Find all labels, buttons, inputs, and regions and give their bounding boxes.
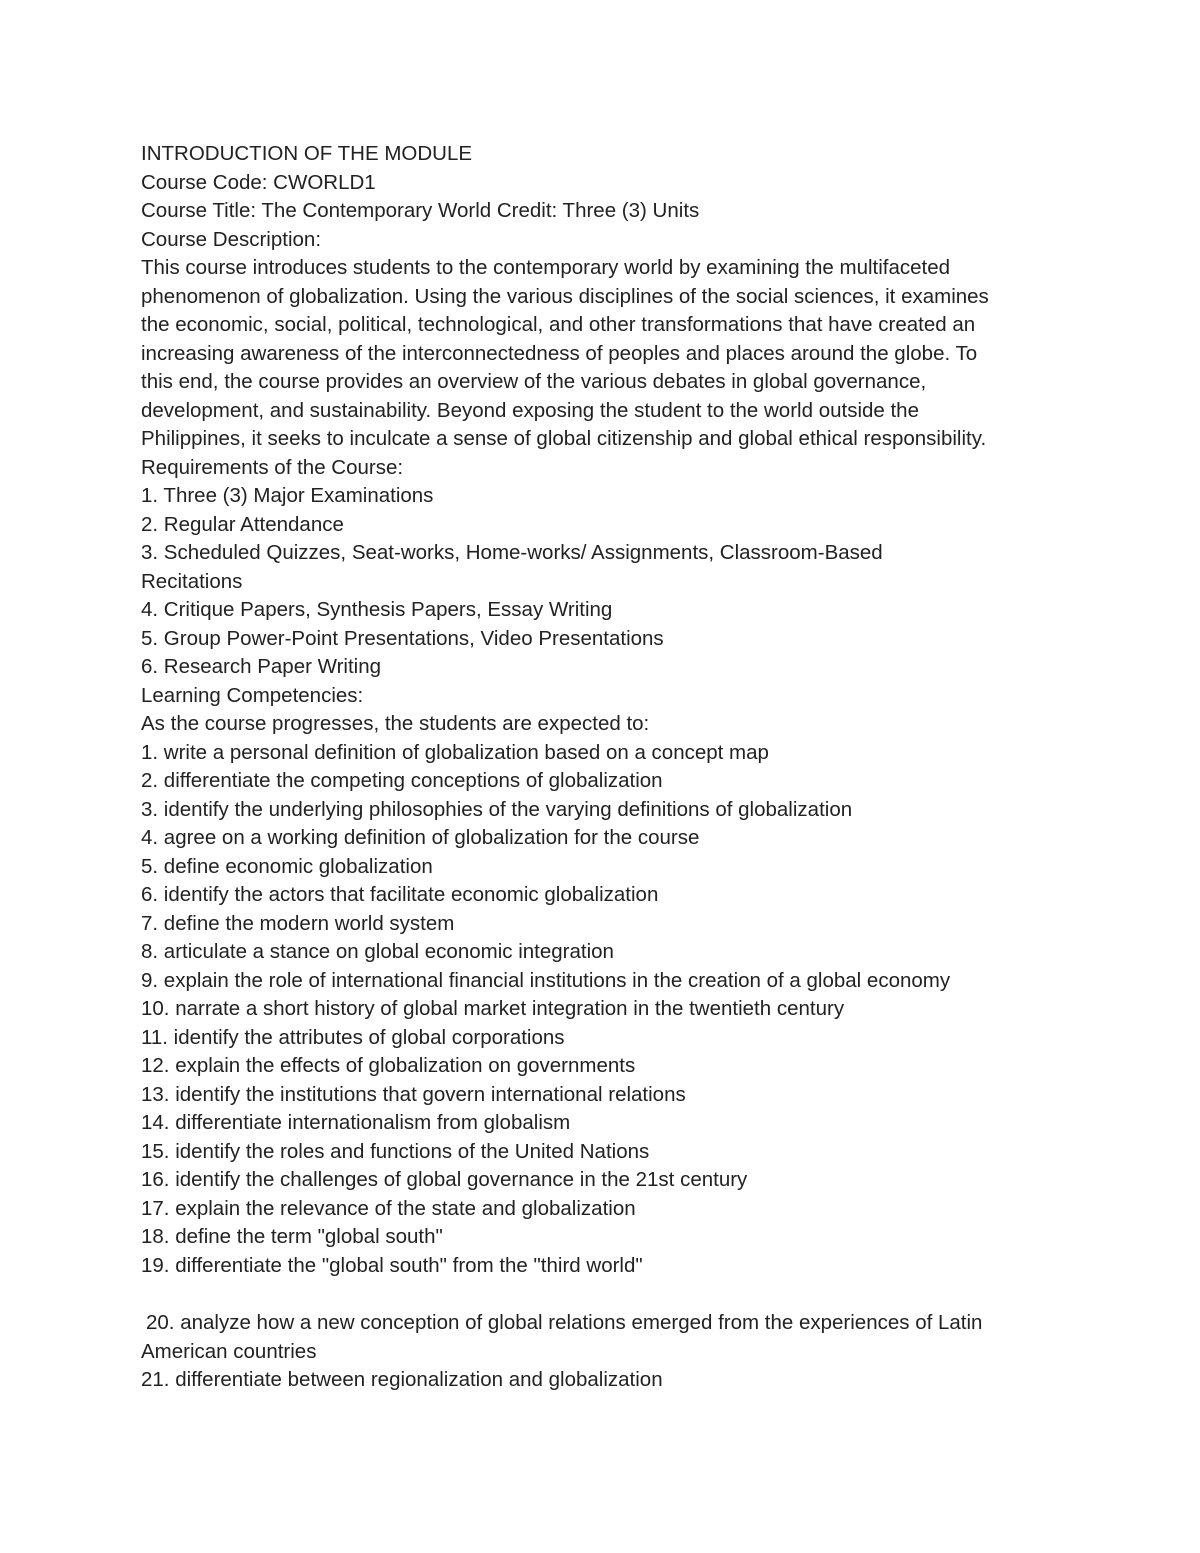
competency-item: 2. differentiate the competing conceptions of globalization (141, 769, 663, 792)
requirement-item: 2. Regular Attendance (141, 512, 344, 536)
document-body (141, 140, 1061, 1395)
competency-item: 14. differentiate internationalism from globalism (141, 1111, 571, 1134)
competency-item: 5. define economic globalization (141, 854, 433, 878)
description-line: this end, the course provides an overview of the various debates in global governance, (141, 370, 927, 393)
competency-item: 13. identify the institutions that govern international relations (141, 1082, 686, 1106)
description-line: development, and sustainability. Beyond exposing the student to the world outside the (141, 398, 919, 422)
requirements-label: Requirements of the Course: (141, 455, 404, 479)
requirement-item: 4. Critique Papers, Synthesis Papers, Essay Writing (141, 598, 613, 621)
competencies-intro: As the course progresses, the students are expected to: (141, 712, 650, 735)
competency-item: 21. differentiate between regionalization and globalization (141, 1368, 663, 1391)
description-line: the economic, social, political, technological, and other transformations that have created an (141, 313, 976, 336)
requirement-item: 3. Scheduled Quizzes, Seat-works, Home-works/ Assignments, Classroom-Based (141, 541, 883, 564)
competencies-list-continued (141, 1309, 1061, 1395)
requirement-item: 6. Research Paper Writing (141, 655, 382, 678)
description-line: increasing awareness of the interconnectedness of peoples and places around the globe. To (141, 341, 978, 365)
competency-item: 15. identify the roles and functions of the United Nations (141, 1139, 650, 1163)
description-line: Philippines, it seeks to inculcate a sense of global citizenship and global ethical responsibility. (141, 427, 987, 450)
description-line: This course introduces students to the contemporary world by examining the multifaceted (141, 256, 951, 279)
competency-item: 6. identify the actors that facilitate economic globalization (141, 883, 659, 906)
requirement-item: Recitations (141, 569, 243, 593)
requirement-item: 1. Three (3) Major Examinations (141, 484, 434, 507)
competencies-label: Learning Competencies: (141, 683, 364, 707)
description-line: phenomenon of globalization. Using the various disciplines of the social sciences, it examines (141, 284, 989, 308)
competency-item: 10. narrate a short history of global market integration in the twentieth century (141, 997, 845, 1020)
competency-item: 9. explain the role of international financial institutions in the creation of a global economy (141, 968, 951, 992)
competency-item: 3. identify the underlying philosophies of the varying definitions of globalization (141, 797, 853, 821)
competency-item: 20. analyze how a new conception of global relations emerged from the experiences of Latin (146, 1311, 983, 1334)
competency-item: 11. identify the attributes of global corporations (141, 1025, 565, 1049)
competency-item: 7. define the modern world system (141, 911, 455, 935)
competency-item: 17. explain the relevance of the state and globalization (141, 1196, 636, 1220)
competency-item: 12. explain the effects of globalization on governments (141, 1054, 636, 1077)
course-code: Course Code: CWORLD1 (141, 170, 376, 194)
module-heading: INTRODUCTION OF THE MODULE (141, 142, 473, 165)
competency-item: 19. differentiate the "global south" from the "third world" (141, 1253, 643, 1277)
competency-item: 8. articulate a stance on global economic integration (141, 940, 614, 963)
competency-item: 16. identify the challenges of global governance in the 21st century (141, 1168, 748, 1191)
competency-item: 18. define the term "global south" (141, 1225, 443, 1248)
competencies-list (141, 739, 1061, 1281)
competency-item: 4. agree on a working definition of globalization for the course (141, 826, 700, 849)
requirements-list (141, 482, 1061, 682)
competency-item: 1. write a personal definition of globalization based on a concept map (141, 740, 769, 764)
course-title: Course Title: The Contemporary World Credit: Three (3) Units (141, 199, 700, 222)
blank-line (141, 1280, 1061, 1309)
course-description (141, 254, 1061, 454)
competency-item: American countries (141, 1339, 317, 1363)
requirement-item: 5. Group Power-Point Presentations, Video Presentations (141, 626, 664, 650)
description-label: Course Description: (141, 227, 322, 251)
